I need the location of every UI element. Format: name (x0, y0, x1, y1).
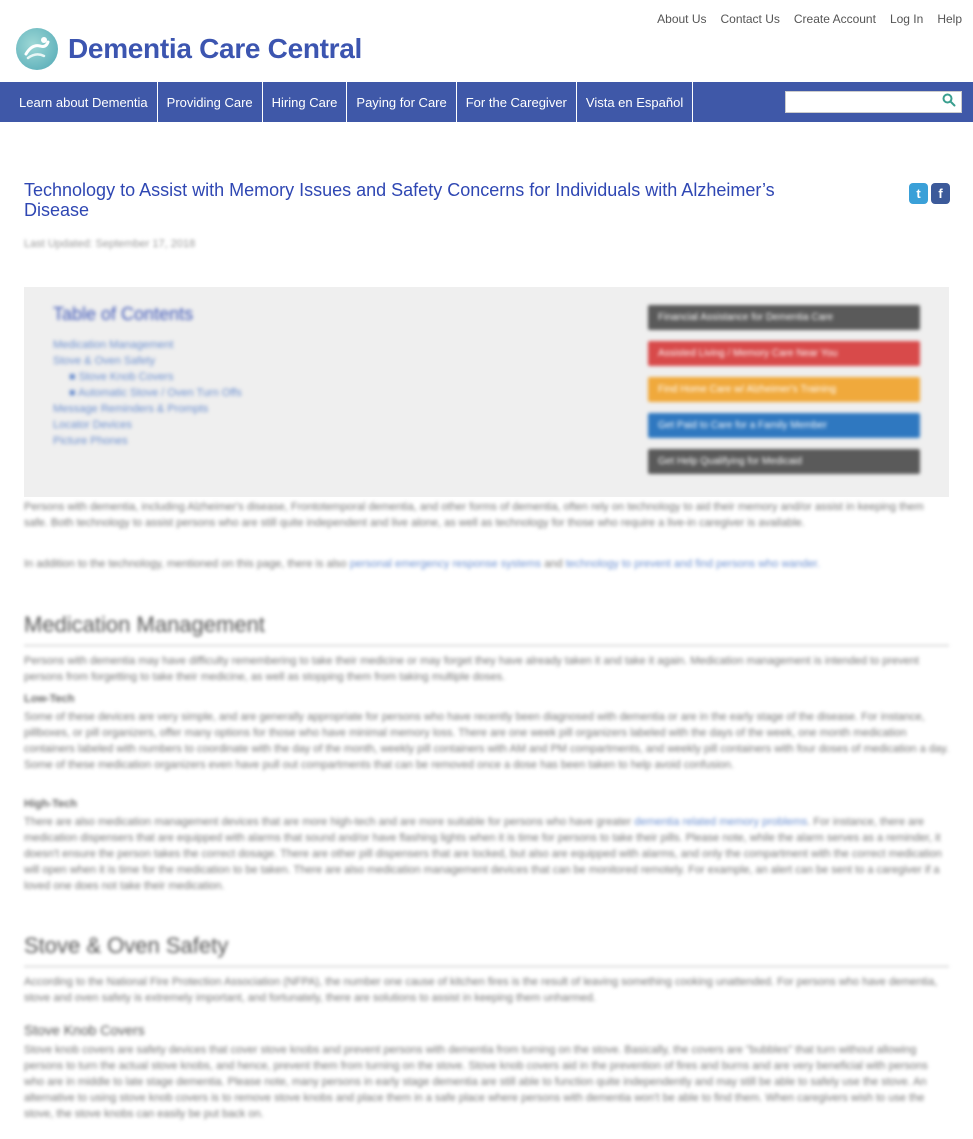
top-links (657, 12, 962, 26)
nav-providing-care[interactable]: Providing Care (158, 82, 263, 122)
cta-home-care-button[interactable]: Find Home Care w/ Alzheimer's Training (648, 377, 920, 402)
cta-paid-caregiver-button[interactable]: Get Paid to Care for a Family Member (648, 413, 920, 438)
site-logo[interactable] (16, 28, 362, 70)
memory-problems-link[interactable]: dementia related memory problems (634, 816, 808, 828)
intro-paragraph: Persons with dementia, including Alzheimer's disease, Frontotemporal dementia, and other forms of dementia, often rely on technology to aid their memory and/or assist in keeping them safe. Both technology to assist persons who are still quite independent and live alone, as well as technology for those who require a live-in caregiver is available. (24, 501, 924, 529)
help-link[interactable]: Help (937, 12, 962, 26)
toc-link[interactable]: Message Reminders & Prompts (53, 403, 209, 415)
paragraph-text: There are also medication management devices that are more high-tech and are more suitable for persons who have greater (24, 816, 632, 828)
twitter-icon[interactable]: t (909, 183, 928, 204)
section-paragraph (24, 814, 949, 894)
paragraph-text: . For instance, there are medication dispensers that are equipped with alarms that sound and/or have flashing lights when it is time for persons to take their pills. Please note, while the alarm serves as a reminder, it doesn't ensure the person takes the correct dosage. There are other pill dispensers that are locked, but also are equipped with alarms, and only the compartment with the correct medication will open when it is time for the medication to be taken. There are also medication management devices that can be monitored remotely. For example, an alert can be sent to a caregiver if a loved one does not take their medication. (24, 816, 942, 892)
toc-link[interactable]: Medication Management (53, 339, 174, 351)
section-paragraph: Persons with dementia may have difficulty remembering to take their medicine or may forget they have already taken it and take it again. Medication management is intended to prevent persons from forgetting to take their medicine, as well as stopping them from taking multiple doses. (24, 655, 919, 683)
section-paragraph: Some of these devices are very simple, and are generally appropriate for persons who have recently been diagnosed with dementia or are in the early stage of the disease. For instance, pillboxes, or pill organizers, offer many options for those who have minimal memory loss. There are one week pill organizers labeled with the days of the week, one month medication containers labeled with numbers to coordinate with the day of the month, weekly pill containers with AM and PM compartments, and weekly pill containers with four doses of medication a day. Some of these medication organizers even have pull out compartments that can be removed once a dose has been taken to help avoid confusion. (24, 711, 949, 771)
search-input[interactable] (787, 93, 942, 111)
facebook-icon[interactable]: f (931, 183, 950, 204)
sub-label: Low-Tech (24, 693, 75, 705)
hands-heart-icon (16, 28, 58, 70)
toc-sublink[interactable]: ■ Automatic Stove / Oven Turn Offs (69, 387, 242, 399)
cta-assisted-living-button[interactable]: Assisted Living / Memory Care Near You (648, 341, 920, 366)
toc-link[interactable]: Picture Phones (53, 435, 128, 447)
contact-us-link[interactable]: Contact Us (720, 12, 780, 26)
main-nav (0, 82, 973, 122)
wander-technology-link[interactable]: technology to prevent and find persons who wander. (565, 558, 821, 570)
sub-label: High-Tech (24, 798, 77, 810)
section-heading: Medication Management (24, 612, 949, 646)
social-share (909, 183, 950, 204)
emergency-response-link[interactable]: personal emergency response systems (349, 558, 542, 570)
section-paragraph: According to the National Fire Protection Association (NFPA), the number one cause of kitchen fires is the result of leaving something cooking unattended. For persons who have dementia, stove and oven safety is extremely important, and fortunately, there are solutions to assist in keeping them unharmed. (24, 976, 938, 1004)
sub-heading: Stove Knob Covers (24, 1022, 145, 1038)
toc-sublink[interactable]: ■ Stove Knob Covers (69, 371, 174, 383)
search-box (785, 91, 962, 113)
nav-vista-en-espanol[interactable]: Vista en Español (577, 82, 693, 122)
create-account-link[interactable]: Create Account (793, 12, 876, 26)
intro-text: and (544, 558, 563, 570)
last-updated: Last Updated: September 17, 2018 (24, 238, 196, 250)
section-paragraph: Stove knob covers are safety devices that cover stove knobs and prevent persons with dementia from turning on the stove. Basically, the covers are "bubbles" that turn without allowing persons to turn the actual stove knobs, and hence, prevent them from turning on the stove. Stove knob covers aid in the prevention of fires and burns and are very beneficial with persons who are in middle to late stage dementia. Please note, many persons in early stage dementia are still able to function quite independently and may still be able to safely use the stove. An alternative to using stove knob covers is to remove stove knobs and place them in a safe place where persons with dementia won't be able to find them. When caregivers wish to use the stove, the stove knobs can easily be put back on. (24, 1044, 928, 1120)
site-name: Dementia Care Central (68, 33, 363, 64)
nav-for-the-caregiver[interactable]: For the Caregiver (457, 82, 577, 122)
cta-buttons (648, 305, 920, 485)
nav-paying-for-care[interactable]: Paying for Care (347, 82, 456, 122)
page-title: Technology to Assist with Memory Issues and Safety Concerns for Individuals with Alzheimer’s Disease (24, 180, 775, 220)
section-heading: Stove & Oven Safety (24, 933, 949, 967)
search-icon[interactable] (942, 93, 956, 112)
toc-title: Table of Contents (53, 304, 194, 324)
toc-link[interactable]: Locator Devices (53, 419, 132, 431)
nav-learn-about-dementia[interactable]: Learn about Dementia (0, 82, 158, 122)
log-in-link[interactable]: Log In (889, 12, 924, 26)
nav-hiring-care[interactable]: Hiring Care (263, 82, 348, 122)
toc-list (53, 337, 242, 449)
cta-financial-assistance-button[interactable]: Financial Assistance for Dementia Care (648, 305, 920, 330)
about-us-link[interactable]: About Us (657, 12, 707, 26)
toc-link[interactable]: Stove & Oven Safety (53, 355, 156, 367)
cta-medicaid-button[interactable]: Get Help Qualifying for Medicaid (648, 449, 920, 474)
intro-paragraph-2 (24, 556, 949, 572)
intro-text: In addition to the technology, mentioned on this page, there is also (24, 558, 347, 570)
table-of-contents (24, 287, 949, 497)
